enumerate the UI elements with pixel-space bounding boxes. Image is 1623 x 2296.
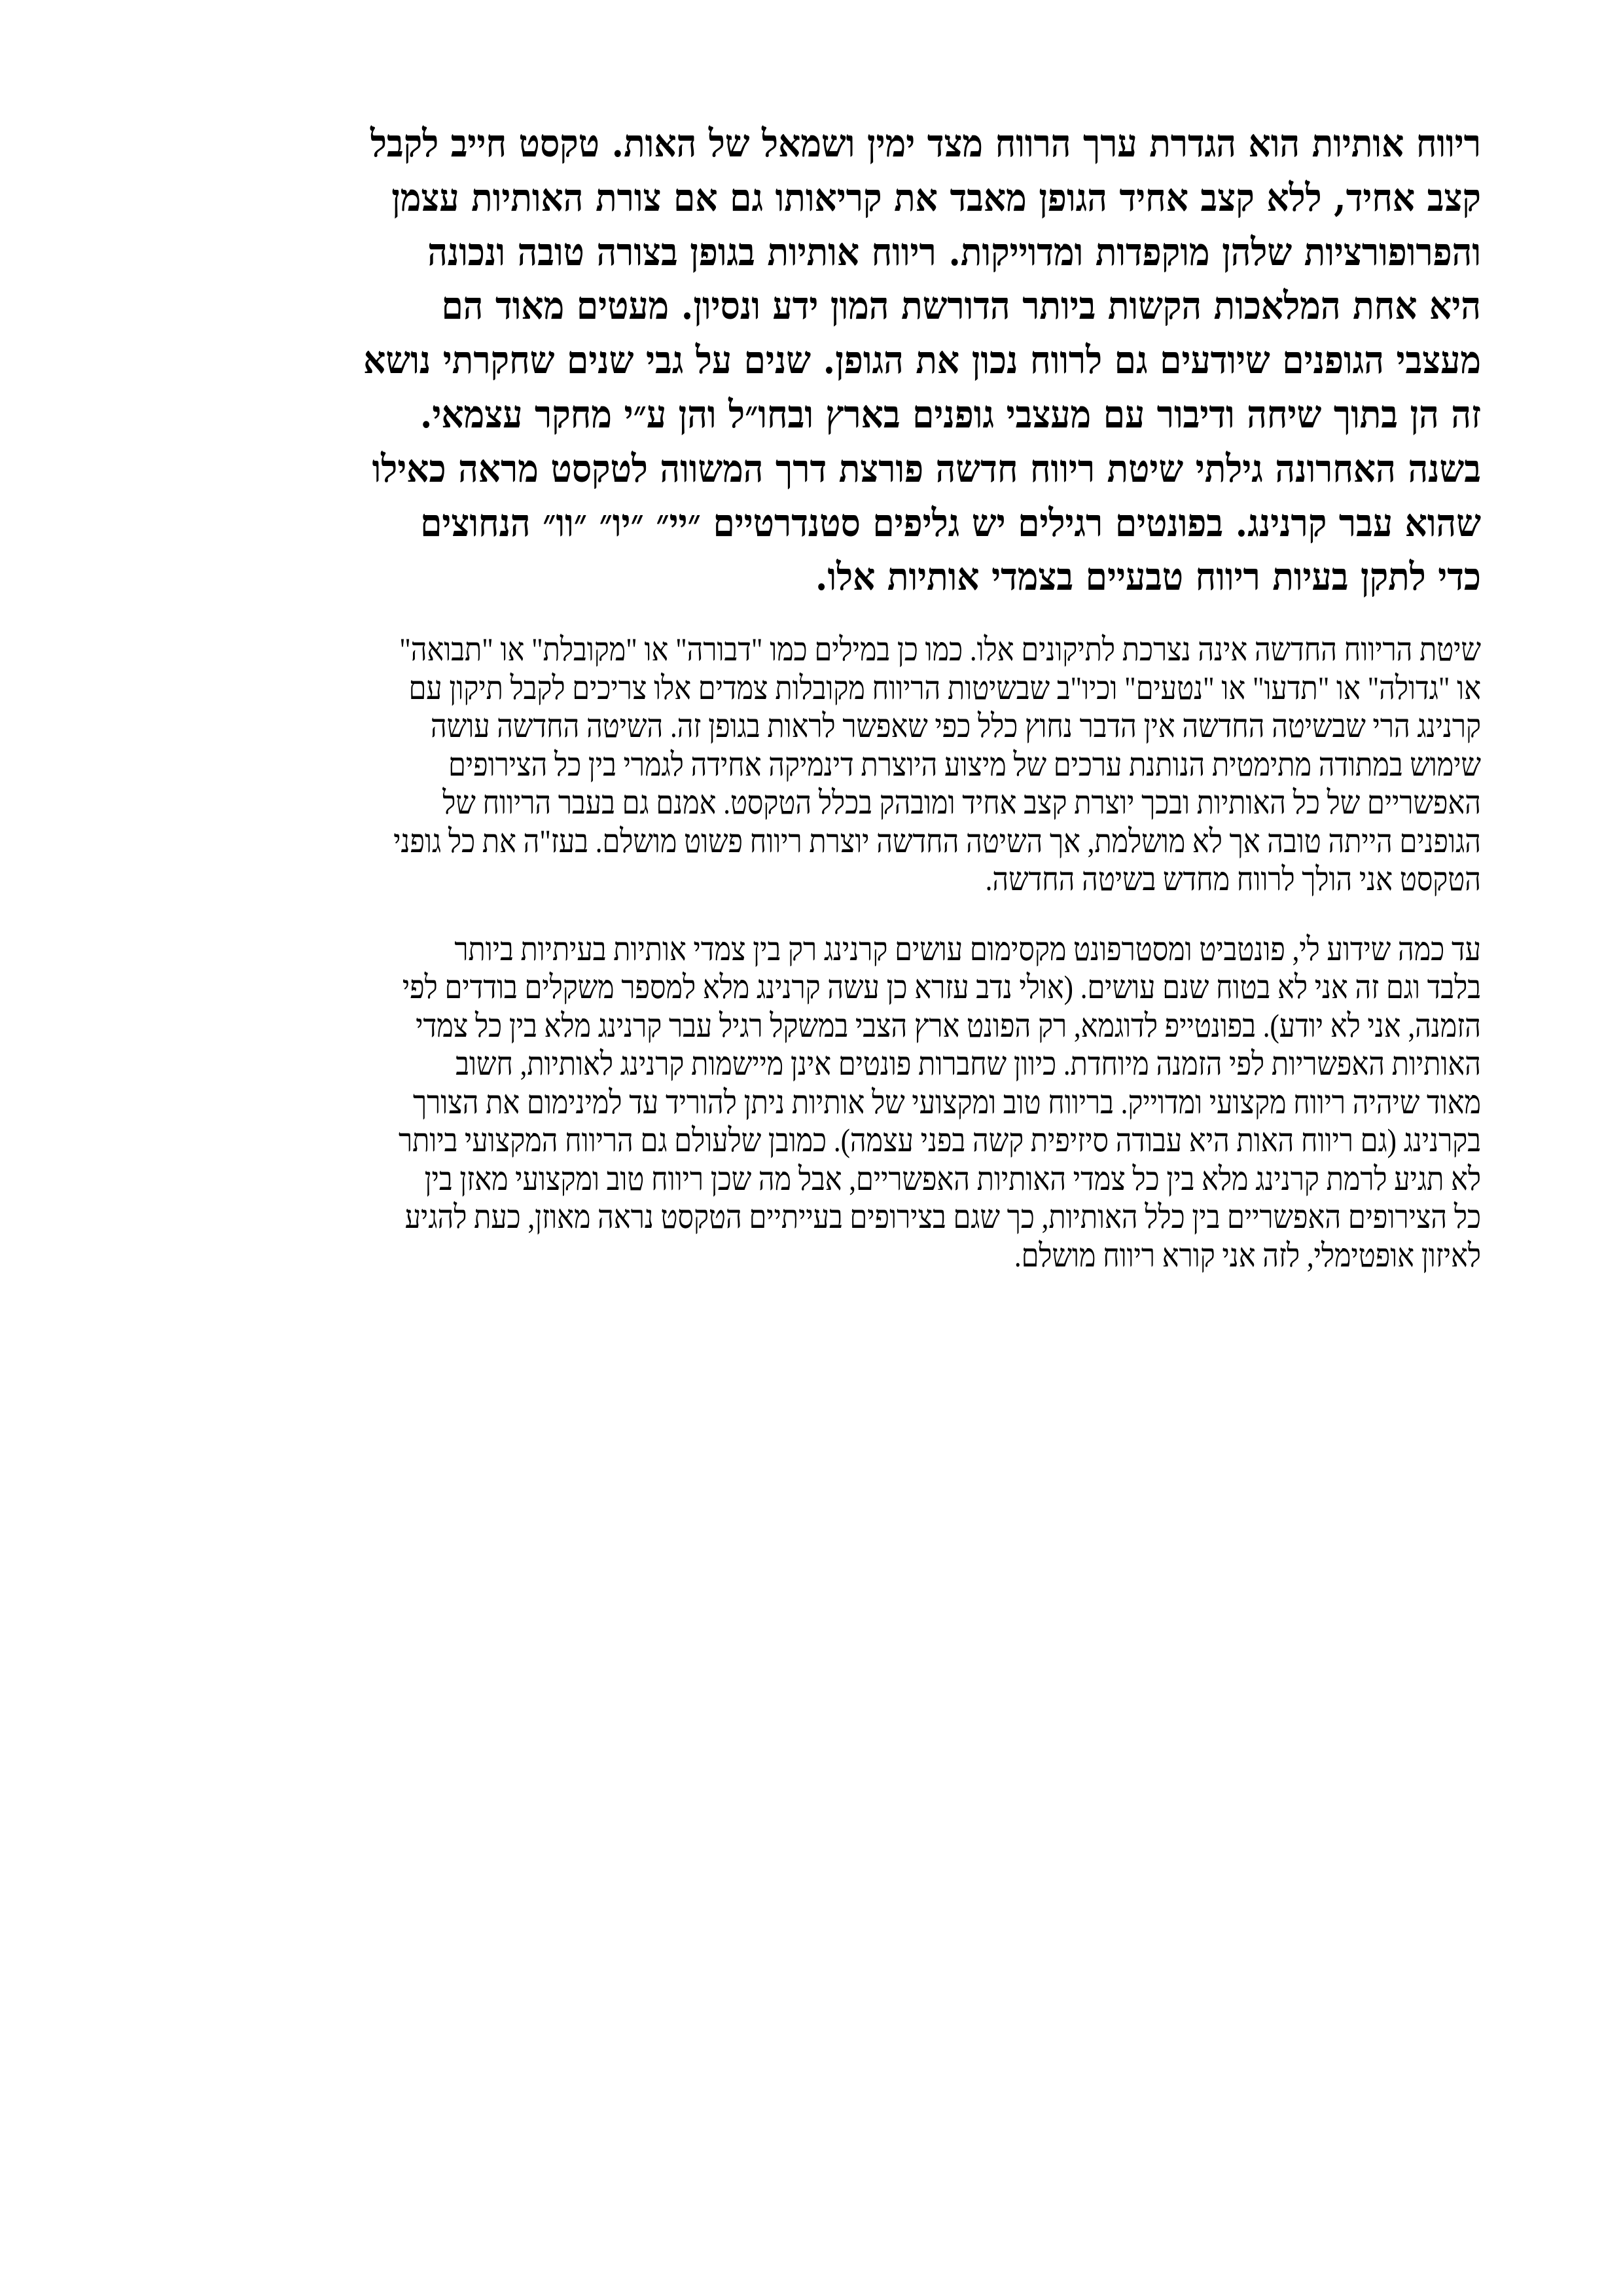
text-line: שימוש במתודה מתימטית הנותנת ערכים של מיצוע היוצרת דינמיקה אחידה לגמרי בין כל הצירופים	[448, 745, 1481, 783]
text-line: לא תגיע לרמת קרנינג מלא בין כל צמדי האותיות האפשריים, אבל מה שכן ריווח טוב ומקצועי מאזן בין	[424, 1160, 1481, 1197]
text-line: מעצבי הגופנים שיודעים גם לרווח נכון את הגופן. שנים על גבי שנים שחקרתי נושא	[363, 338, 1481, 383]
text-line: קרנינג הרי שבשיטה החדשה אין הדבר נחוץ כלל כפי שאפשר לראות בגופן זה. השיטה החדשה עושה	[431, 708, 1481, 745]
text-line: היא אחת המלאכות הקשות ביותר הדורשת המון ידע ונסיון. מעטים מאוד הם	[441, 283, 1481, 329]
text-line: ריווח אותיות הוא הגדרת ערך הרווח מצד ימין ושמאל של האות. טקסט חייב לקבל	[370, 121, 1481, 166]
body-paragraph-kerning-note	[158, 930, 1481, 1275]
text-line: מאוד שיהיה ריווח מקצועי ומדוייק. בריווח טוב ומקצועי של אותיות ניתן להוריד עד למינימום את הצורך	[412, 1083, 1481, 1121]
text-line: לאיזון אופטימלי, לזה אני קורא ריווח מושלם.	[1014, 1236, 1481, 1274]
intro-paragraph-bold	[160, 117, 1481, 604]
text-line: שיטת הריווח החדשה אינה נצרכת לתיקונים אלו. כמו כן במילים כמו "דבורה" או "מקובלת" או "תבואה"	[399, 631, 1481, 668]
text-line: עד כמה שידוע לי, פונטביט ומסטרפונט מקסימום עושים קרנינג רק בין צמדי אותיות בעיתיות ביותר	[454, 930, 1481, 967]
text-line: כדי לתקן בעיות ריווח טבעיים בצמדי אותיות אלו.	[815, 554, 1481, 600]
document-page	[159, 117, 1481, 1274]
text-line: זה הן בתוך שיחה ודיבור עם מעצבי גופנים בארץ ובחו״ל והן ע״י מחקר עצמאי.	[419, 391, 1481, 437]
text-line: הטקסט אני הולך לרווח מחדש בשיטה החדשה.	[985, 861, 1481, 898]
body-paragraph-new-spacing-method	[158, 630, 1481, 899]
text-line: בשנה האחרונה גילתי שיטת ריווח חדשה פורצת דרך המשווה לטקסט מראה כאילו	[372, 446, 1481, 491]
text-line: האותיות האפשריות לפי הזמנה מיוחדת. כיוון שחברות פונטים אינן מיישמות קרנינג לאותיות, חשוב	[455, 1045, 1482, 1083]
text-line: הגופנים הייתה טובה אך לא מושלמת, אך השיטה החדשה יוצרת ריווח פשוט מושלם. בעז"ה את כל גופני	[393, 822, 1481, 859]
text-line: בלבד וגם זה אני לא בטוח שנם עושים. (אולי נדב עזרא כן עשה קרנינג מלא למספר משקלים בודדים לפי	[402, 969, 1481, 1006]
text-line: או "גדולה" או "תדעו" או "נטעים" וכיו"ב שבשיטות הריווח מקובלות צמדים אלו צריכים לקבל תיקון עם	[408, 669, 1481, 706]
text-line: בקרנינג (גם ריווח האות היא עבודה סיזיפית קשה בפני עצמה). כמובן שלעולם גם הריווח המקצועי ביותר	[398, 1122, 1481, 1159]
text-line: והפרופורציות שלהן מוקפדות ומדוייקות. ריווח אותיות בגופן בצורה טובה ונכונה	[427, 229, 1481, 274]
text-line: כל הצירופים האפשריים בין כלל האותיות, כך שגם בצירופים בעייתיים הטקסט נראה מאוזן, כעת להגיע	[404, 1198, 1481, 1236]
text-line: שהוא עבר קרנינג. בפונטים רגילים יש גליפים סטנדרטיים ״יי״ ״יו״ ״וו״ הנחוצים	[420, 500, 1481, 545]
text-line: האפשריים של כל האותיות ובכך יוצרת קצב אחיד ומובהק בכלל הטקסט. אמנם גם בעבר הריווח של	[442, 784, 1481, 821]
text-line: הזמנה, אני לא יודע). בפונטייפ לדוגמא, רק הפונט ארץ הצבי במשקל רגיל עבר קרנינג מלא בין כל צמדי	[416, 1007, 1481, 1044]
text-line: קצב אחיד, ללא קצב אחיד הגופן מאבד את קריאותו גם אם צורת האותיות עצמן	[391, 175, 1481, 220]
